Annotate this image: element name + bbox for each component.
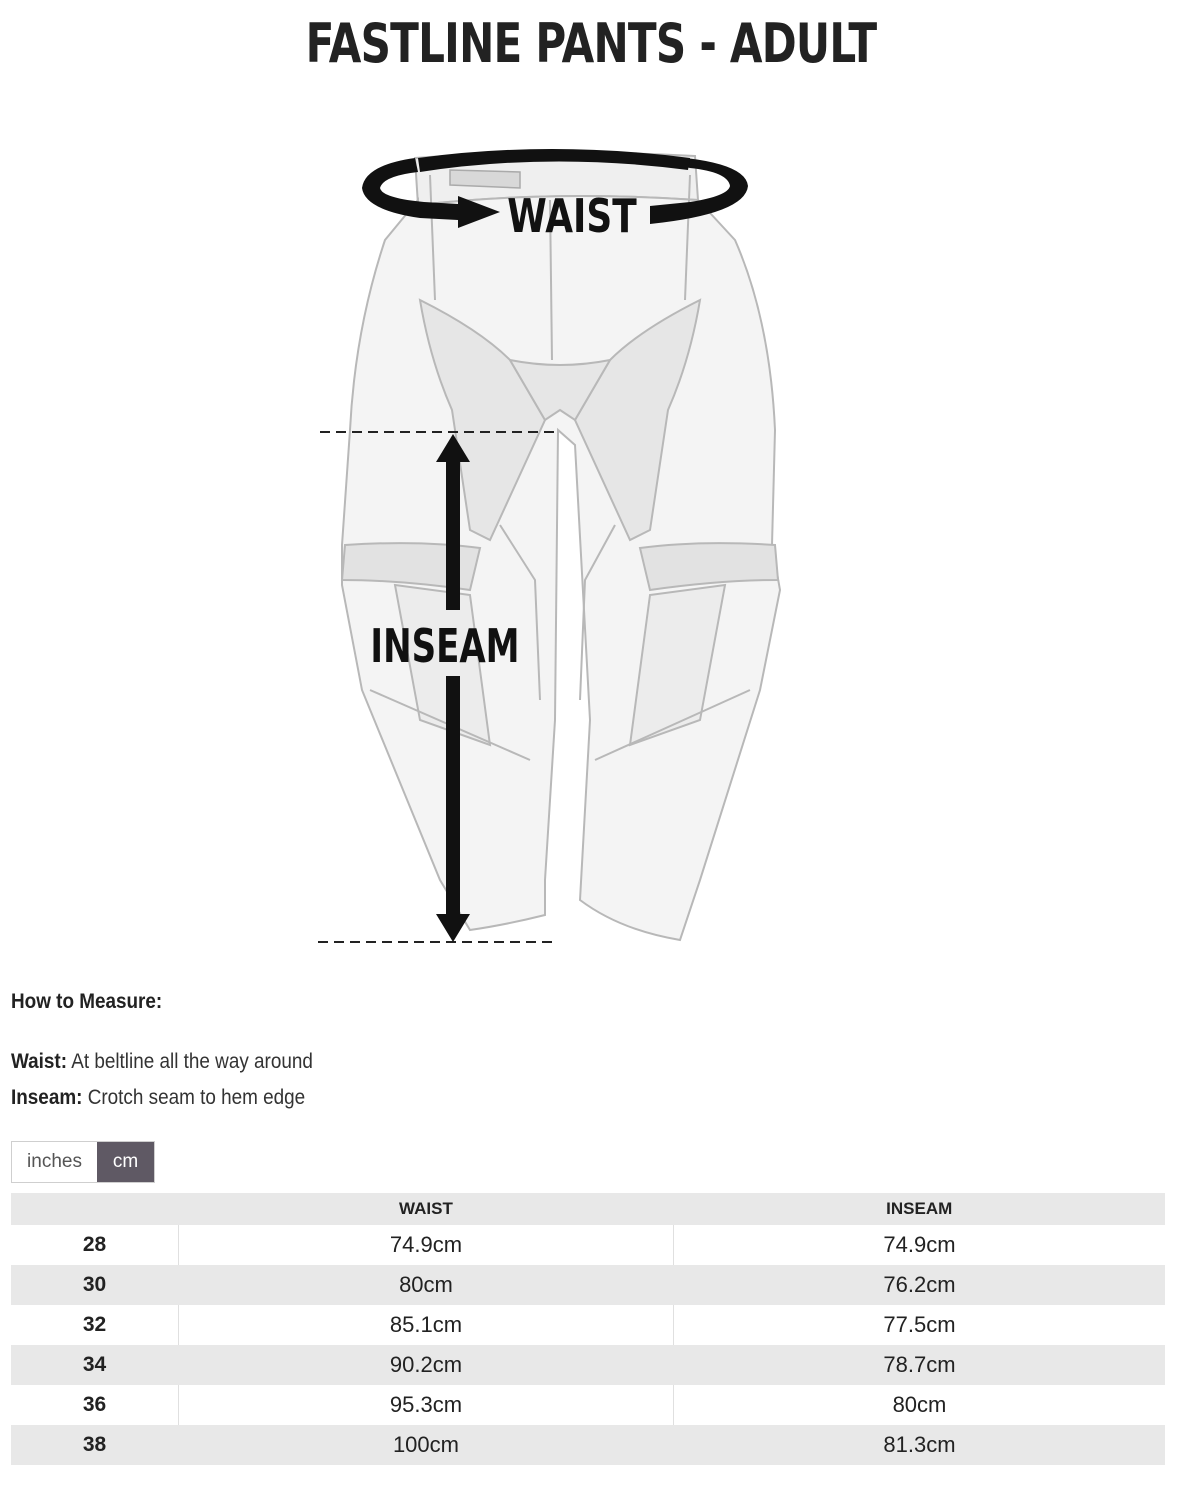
page-title: FASTLINE PANTS - ADULT <box>305 12 877 75</box>
inseam-label: INSEAM <box>370 618 520 674</box>
unit-toggle <box>11 1141 155 1183</box>
waist-cell: 85.1cm <box>179 1305 674 1345</box>
pants-measurement-diagram <box>300 140 800 960</box>
table-row <box>11 1345 1165 1385</box>
unit-inches-button[interactable]: inches <box>12 1142 97 1182</box>
header-size <box>11 1193 179 1225</box>
table-row <box>11 1305 1165 1345</box>
table-row <box>11 1225 1165 1265</box>
inseam-cell: 81.3cm <box>673 1425 1165 1465</box>
waist-instruction <box>11 1050 313 1074</box>
inseam-instruction <box>11 1086 305 1110</box>
inseam-cell: 76.2cm <box>673 1265 1165 1305</box>
pants-illustration <box>342 152 780 940</box>
size-cell: 38 <box>11 1425 179 1465</box>
inseam-cell: 77.5cm <box>883 1312 956 1337</box>
size-chart-table <box>11 1193 1165 1465</box>
size-cell: 28 <box>82 1233 107 1256</box>
unit-cm-button[interactable]: cm <box>97 1142 154 1182</box>
size-cell: 32 <box>82 1313 107 1336</box>
waist-label: WAIST <box>507 189 637 244</box>
waist-term: Waist: <box>11 1050 68 1073</box>
table-row <box>11 1265 1165 1305</box>
how-to-measure-heading: How to Measure: <box>11 990 163 1013</box>
waist-cell: 100cm <box>179 1425 674 1465</box>
how-to-measure-section <box>11 990 711 1109</box>
waist-cell: 95.3cm <box>179 1385 674 1425</box>
inseam-description: Crotch seam to hem edge <box>87 1086 306 1109</box>
inseam-term: Inseam: <box>11 1086 83 1109</box>
size-cell: 36 <box>82 1393 107 1416</box>
header-waist: WAIST <box>179 1193 674 1225</box>
waist-cell: 80cm <box>179 1265 674 1305</box>
table-row <box>11 1385 1165 1425</box>
inseam-cell: 78.7cm <box>673 1345 1165 1385</box>
table-header-row <box>11 1193 1165 1225</box>
waist-description: At beltline all the way around <box>71 1050 313 1073</box>
size-cell: 30 <box>11 1265 179 1305</box>
inseam-cell: 80cm <box>892 1392 947 1417</box>
inseam-cell: 74.9cm <box>883 1232 956 1257</box>
waist-cell: 74.9cm <box>179 1225 674 1265</box>
header-inseam: INSEAM <box>673 1193 1165 1225</box>
table-row <box>11 1425 1165 1465</box>
waist-cell: 90.2cm <box>179 1345 674 1385</box>
size-cell: 34 <box>11 1345 179 1385</box>
